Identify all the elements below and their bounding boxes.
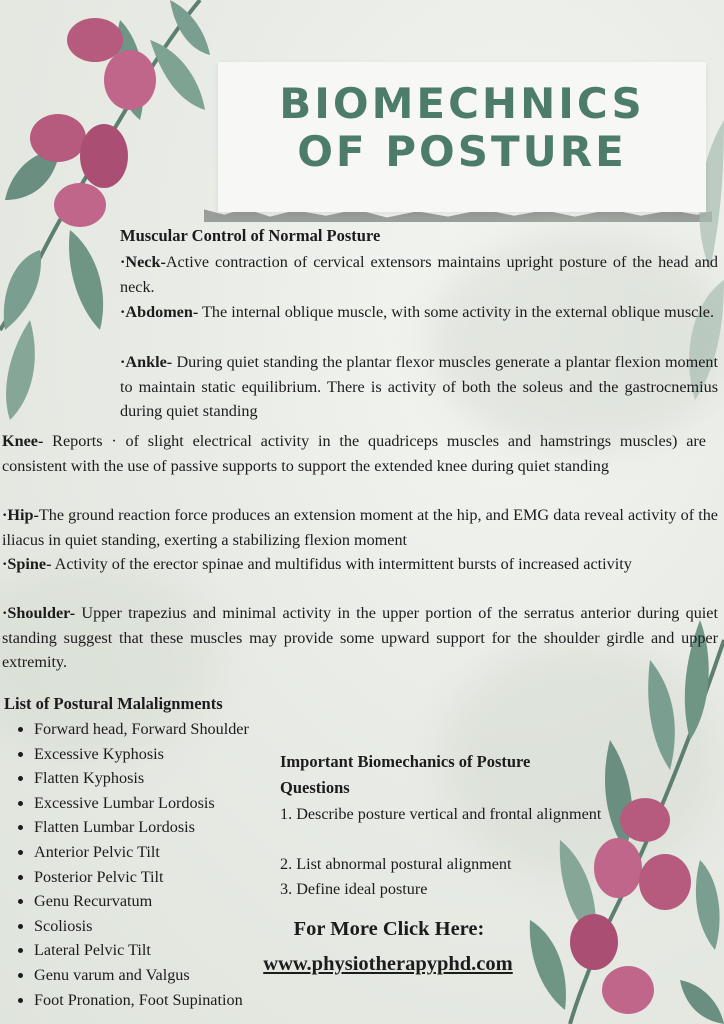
questions-heading bbox=[280, 749, 530, 801]
questions-heading-line-2: Questions bbox=[280, 778, 350, 797]
list-item: • Posterior Pelvic Tilt bbox=[34, 865, 249, 890]
ankle-paragraph bbox=[120, 350, 718, 424]
malalignments-list bbox=[14, 717, 249, 1012]
list-item: • Flatten Lumbar Lordosis bbox=[34, 815, 249, 840]
cta-heading: For More Click Here: bbox=[293, 918, 485, 940]
malalignments-heading: List of Postural Malalignments bbox=[4, 694, 223, 713]
list-item: • Anterior Pelvic Tilt bbox=[34, 840, 249, 865]
question-3: 3. Define ideal posture bbox=[280, 880, 428, 898]
ankle-label: ·Ankle- bbox=[120, 353, 173, 371]
shoulder-paragraph bbox=[2, 601, 718, 675]
questions-heading-line-1: Important Biomechanics of Posture bbox=[280, 752, 531, 771]
knee-label: Knee- bbox=[2, 432, 44, 450]
spine-paragraph bbox=[2, 552, 718, 577]
shoulder-label: ·Shoulder- bbox=[2, 604, 76, 622]
question-1: 1. Describe posture vertical and frontal alignment bbox=[280, 805, 602, 823]
list-item: • Lateral Pelvic Tilt bbox=[34, 938, 249, 963]
list-item: • Foot Pronation, Foot Supination bbox=[34, 988, 249, 1013]
list-item: • Scoliosis bbox=[34, 914, 249, 939]
list-item: • Excessive Kyphosis bbox=[34, 742, 249, 767]
knee-text: Reports · of slight electrical activity in the quadriceps muscles and hamstrings muscles) are consistent with the use of passive supports to support the extended knee during quiet standing bbox=[2, 432, 706, 475]
title-line-1: BIOMECHNICS bbox=[279, 79, 645, 128]
page-title bbox=[218, 80, 706, 176]
list-item: • Forward head, Forward Shoulder bbox=[34, 717, 249, 742]
title-line-2: OF POSTURE bbox=[297, 127, 627, 176]
title-card bbox=[218, 62, 706, 212]
hip-paragraph bbox=[2, 503, 718, 552]
hip-label: ·Hip- bbox=[2, 506, 39, 524]
spine-text: Activity of the erector spinae and multifidus with intermittent bursts of increased activity bbox=[51, 555, 632, 573]
torn-paper-edge bbox=[204, 204, 712, 222]
neck-text: Active contraction of cervical extensors maintains upright posture of the head and neck. bbox=[120, 253, 718, 296]
muscular-control-heading: Muscular Control of Normal Posture bbox=[120, 226, 381, 245]
shoulder-text: Upper trapezius and minimal activity in the upper portion of the serratus anterior during quiet standing suggest that these muscles may provide some upward support for the shoulder girdle and upper extremity. bbox=[2, 604, 718, 671]
question-2: 2. List abnormal postural alignment bbox=[280, 855, 512, 873]
abdomen-paragraph bbox=[120, 300, 718, 325]
ankle-text: During quiet standing the plantar flexor muscles generate a plantar flexion moment to maintain static equilibrium. There is activity of both the soleus and the gastrocnemius during quiet standing bbox=[120, 353, 718, 420]
list-item: • Flatten Kyphosis bbox=[34, 766, 249, 791]
list-item: • Genu Recurvatum bbox=[34, 889, 249, 914]
neck-label: ·Neck- bbox=[120, 253, 166, 271]
list-item: • Excessive Lumbar Lordosis bbox=[34, 791, 249, 816]
abdomen-label: ·Abdomen- bbox=[120, 303, 199, 321]
knee-paragraph bbox=[2, 429, 706, 478]
spine-label: ·Spine- bbox=[2, 555, 52, 573]
abdomen-text: The internal oblique muscle, with some activity in the external oblique muscle. bbox=[198, 303, 715, 321]
neck-paragraph bbox=[120, 250, 718, 299]
list-item: • Genu varum and Valgus bbox=[34, 963, 249, 988]
website-link[interactable]: www.physiotherapyphd.com bbox=[263, 953, 513, 975]
hip-text: The ground reaction force produces an extension moment at the hip, and EMG data reveal activity of the iliacus in quiet standing, exerting a stabilizing flexion moment bbox=[2, 506, 718, 549]
